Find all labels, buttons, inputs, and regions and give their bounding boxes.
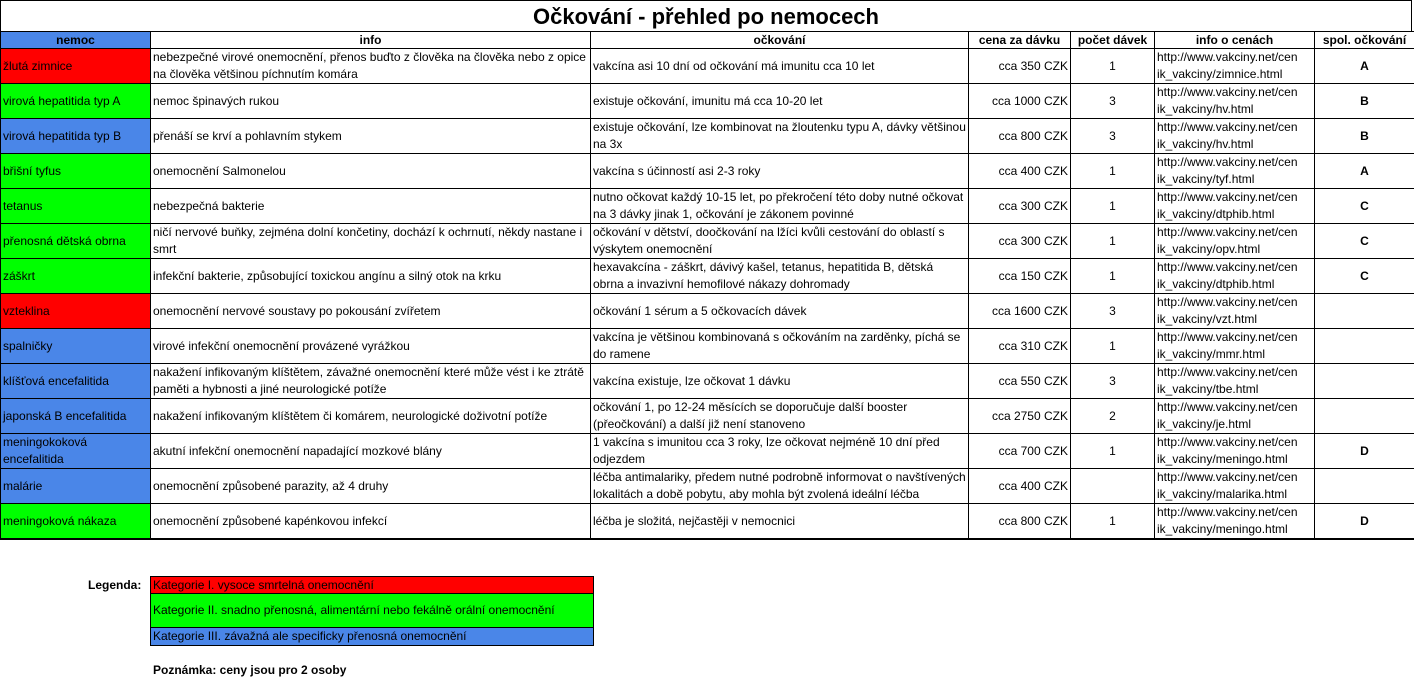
doses-cell[interactable]: 3	[1071, 119, 1155, 154]
price-cell[interactable]: cca 300 CZK	[969, 189, 1071, 224]
price-info-link-line-1: http://www.vakciny.net/cen	[1157, 295, 1298, 309]
price-info-cell[interactable]	[1155, 329, 1315, 364]
header-price-info[interactable]: info o cenách	[1155, 32, 1315, 49]
disease-cell[interactable]: malárie	[1, 469, 151, 504]
price-info-cell[interactable]	[1155, 189, 1315, 224]
price-cell[interactable]: cca 700 CZK	[969, 434, 1071, 469]
price-info-link-line-2: ik_vakciny/zimnice.html	[1157, 67, 1283, 81]
info-cell[interactable]: nakažení infikovaným klíštětem či komárem, neurologické doživotní potíže	[151, 399, 591, 434]
vaccination-cell[interactable]: vakcína s účinností asi 2-3 roky	[591, 154, 969, 189]
disease-cell[interactable]: břišní tyfus	[1, 154, 151, 189]
disease-cell[interactable]: vzteklina	[1, 294, 151, 329]
group-cell[interactable]: A	[1315, 49, 1414, 84]
price-info-cell[interactable]	[1155, 154, 1315, 189]
price-info-link-line-1: http://www.vakciny.net/cen	[1157, 505, 1298, 519]
price-info-cell[interactable]	[1155, 294, 1315, 329]
price-info-link-line-2: ik_vakciny/meningo.html	[1157, 452, 1288, 466]
table-row	[1, 469, 1414, 504]
price-info-cell[interactable]	[1155, 504, 1315, 540]
legend-category-1[interactable]: Kategorie I. vysoce smrtelná onemocnění	[151, 577, 593, 594]
vaccination-cell[interactable]: vakcína existuje, lze očkovat 1 dávku	[591, 364, 969, 399]
table-row	[1, 49, 1414, 84]
price-info-link-line-1: http://www.vakciny.net/cen	[1157, 225, 1298, 239]
table-row	[1, 329, 1414, 364]
doses-cell[interactable]: 1	[1071, 434, 1155, 469]
disease-cell[interactable]: přenosná dětská obrna	[1, 224, 151, 259]
table-body	[1, 49, 1414, 540]
legend-category-2[interactable]: Kategorie II. snadno přenosná, alimentární nebo fekálně orální onemocnění	[151, 594, 593, 628]
table-row	[1, 399, 1414, 434]
table-row	[1, 294, 1414, 329]
disease-cell[interactable]: tetanus	[1, 189, 151, 224]
price-info-link-line-2: ik_vakciny/malarika.html	[1157, 487, 1288, 501]
price-cell[interactable]: cca 300 CZK	[969, 224, 1071, 259]
header-group[interactable]: spol. očkování	[1315, 32, 1414, 49]
price-info-cell[interactable]	[1155, 84, 1315, 119]
vaccination-table	[0, 31, 1414, 540]
price-cell[interactable]: cca 1000 CZK	[969, 84, 1071, 119]
vaccination-cell[interactable]: 1 vakcína s imunitou cca 3 roky, lze očkovat nejméně 10 dní před odjezdem	[591, 434, 969, 469]
disease-cell[interactable]: záškrt	[1, 259, 151, 294]
group-cell[interactable]	[1315, 294, 1414, 329]
price-cell[interactable]: cca 2750 CZK	[969, 399, 1071, 434]
price-cell[interactable]: cca 1600 CZK	[969, 294, 1071, 329]
legend-category-3[interactable]: Kategorie III. závažná ale specificky přenosná onemocnění	[151, 628, 593, 645]
group-cell[interactable]	[1315, 329, 1414, 364]
price-info-link-line-1: http://www.vakciny.net/cen	[1157, 120, 1298, 134]
info-cell[interactable]: virové infekční onemocnění provázené vyrážkou	[151, 329, 591, 364]
vaccination-cell[interactable]: vakcína asi 10 dní od očkování má imunitu cca 10 let	[591, 49, 969, 84]
vaccination-cell[interactable]: očkování v dětství, doočkování na lžíci kvůli cestování do oblastí s výskytem onemocnění	[591, 224, 969, 259]
price-info-link-line-1: http://www.vakciny.net/cen	[1157, 190, 1298, 204]
price-cell[interactable]: cca 350 CZK	[969, 49, 1071, 84]
price-info-link-line-2: ik_vakciny/je.html	[1157, 417, 1252, 431]
group-cell[interactable]: C	[1315, 224, 1414, 259]
doses-cell[interactable]: 1	[1071, 189, 1155, 224]
vaccination-cell[interactable]: vakcína je většinou kombinovaná s očkováním na zarděnky, píchá se do ramene	[591, 329, 969, 364]
doses-cell[interactable]: 1	[1071, 329, 1155, 364]
doses-cell[interactable]: 1	[1071, 154, 1155, 189]
price-note: Poznámka: ceny jsou pro 2 osoby	[153, 663, 347, 677]
doses-cell[interactable]: 1	[1071, 504, 1155, 540]
table-row	[1, 434, 1414, 469]
group-cell[interactable]	[1315, 364, 1414, 399]
group-cell[interactable]: B	[1315, 119, 1414, 154]
disease-cell[interactable]: meningokoková encefalitida	[1, 434, 151, 469]
price-info-cell[interactable]	[1155, 49, 1315, 84]
price-cell[interactable]: cca 310 CZK	[969, 329, 1071, 364]
info-cell[interactable]: nebezpečná bakterie	[151, 189, 591, 224]
price-info-link-line-1: http://www.vakciny.net/cen	[1157, 400, 1298, 414]
price-info-link-line-2: ik_vakciny/opv.html	[1157, 242, 1261, 256]
price-info-link-line-1: http://www.vakciny.net/cen	[1157, 365, 1298, 379]
info-cell[interactable]: infekční bakterie, způsobující toxickou angínu a silný otok na krku	[151, 259, 591, 294]
price-info-link-line-2: ik_vakciny/hv.html	[1157, 137, 1254, 151]
price-cell[interactable]: cca 800 CZK	[969, 119, 1071, 154]
doses-cell[interactable]: 3	[1071, 364, 1155, 399]
header-row	[1, 32, 1414, 49]
table-row	[1, 119, 1414, 154]
price-info-link-line-1: http://www.vakciny.net/cen	[1157, 330, 1298, 344]
price-info-link-line-2: ik_vakciny/meningo.html	[1157, 522, 1288, 536]
info-cell[interactable]: akutní infekční onemocnění napadající mozkové blány	[151, 434, 591, 469]
disease-cell[interactable]: japonská B encefalitida	[1, 399, 151, 434]
info-cell[interactable]: nakažení infikovaným klíštětem, závažné onemocnění které může vést i ke ztrátě paměti a hybnosti a jiné neurologické potíže	[151, 364, 591, 399]
table-row	[1, 154, 1414, 189]
header-doses[interactable]: počet dávek	[1071, 32, 1155, 49]
price-info-link-line-2: ik_vakciny/tyf.html	[1157, 172, 1255, 186]
vaccination-cell[interactable]: existuje očkování, lze kombinovat na žloutenku typu A, dávky většinou na 3x	[591, 119, 969, 154]
table-row	[1, 224, 1414, 259]
info-cell[interactable]: nebezpečné virové onemocnění, přenos buďto z člověka na člověka nebo z opice na člověka většinou píchnutím komára	[151, 49, 591, 84]
price-info-link-line-1: http://www.vakciny.net/cen	[1157, 470, 1298, 484]
price-info-link-line-1: http://www.vakciny.net/cen	[1157, 50, 1298, 64]
group-cell[interactable]	[1315, 469, 1414, 504]
table-row	[1, 504, 1414, 540]
price-info-link-line-2: ik_vakciny/vzt.html	[1157, 312, 1258, 326]
price-info-link-line-1: http://www.vakciny.net/cen	[1157, 85, 1298, 99]
price-info-cell[interactable]	[1155, 364, 1315, 399]
info-cell[interactable]: onemocnění nervové soustavy po pokousání zvířetem	[151, 294, 591, 329]
doses-cell[interactable]	[1071, 469, 1155, 504]
vaccination-cell[interactable]: hexavakcína - záškrt, dávivý kašel, tetanus, hepatitida B, dětská obrna a invazivní hemofilové nákazy dohromady	[591, 259, 969, 294]
info-cell[interactable]: přenáší se krví a pohlavním stykem	[151, 119, 591, 154]
disease-cell[interactable]: klíšťová encefalitida	[1, 364, 151, 399]
price-info-link-line-2: ik_vakciny/dtphib.html	[1157, 207, 1275, 221]
table-row	[1, 364, 1414, 399]
disease-cell[interactable]: virová hepatitida typ B	[1, 119, 151, 154]
price-info-link-line-1: http://www.vakciny.net/cen	[1157, 260, 1298, 274]
price-info-link-line-2: ik_vakciny/dtphib.html	[1157, 277, 1275, 291]
group-cell[interactable]: A	[1315, 154, 1414, 189]
price-info-cell[interactable]	[1155, 119, 1315, 154]
info-cell[interactable]: onemocnění Salmonelou	[151, 154, 591, 189]
doses-cell[interactable]: 3	[1071, 294, 1155, 329]
price-cell[interactable]: cca 400 CZK	[969, 154, 1071, 189]
price-cell[interactable]: cca 800 CZK	[969, 504, 1071, 540]
vaccination-cell[interactable]: nutno očkovat každý 10-15 let, po překročení této doby nutné očkovat na 3 dávky jinak 1, očkování je zákonem povinné	[591, 189, 969, 224]
price-cell[interactable]: cca 150 CZK	[969, 259, 1071, 294]
group-cell[interactable]: D	[1315, 434, 1414, 469]
price-cell[interactable]: cca 400 CZK	[969, 469, 1071, 504]
price-info-cell[interactable]	[1155, 469, 1315, 504]
sheet-title: Očkování - přehled po nemocech	[0, 0, 1412, 31]
header-disease[interactable]: nemoc	[1, 32, 151, 49]
vaccination-cell[interactable]: existuje očkování, imunitu má cca 10-20 let	[591, 84, 969, 119]
group-cell[interactable]: D	[1315, 504, 1414, 540]
disease-cell[interactable]: virová hepatitida typ A	[1, 84, 151, 119]
legend-label: Legenda:	[88, 578, 142, 592]
group-cell[interactable]	[1315, 399, 1414, 434]
doses-cell[interactable]: 1	[1071, 259, 1155, 294]
price-info-link-line-2: ik_vakciny/mmr.html	[1157, 347, 1266, 361]
info-cell[interactable]: ničí nervové buňky, zejména dolní končetiny, dochází k ochrnutí, někdy nastane i smrt	[151, 224, 591, 259]
vaccination-cell[interactable]: léčba je složitá, nejčastěji v nemocnici	[591, 504, 969, 540]
table-row	[1, 189, 1414, 224]
vaccination-cell[interactable]: očkování 1 sérum a 5 očkovacích dávek	[591, 294, 969, 329]
header-vaccination[interactable]: očkování	[591, 32, 969, 49]
disease-cell[interactable]: meningoková nákaza	[1, 504, 151, 540]
table-row	[1, 259, 1414, 294]
price-info-cell[interactable]	[1155, 224, 1315, 259]
vaccination-cell[interactable]: očkování 1, po 12-24 měsících se doporučuje další booster (přeočkování) a další již není stanoveno	[591, 399, 969, 434]
header-price[interactable]: cena za dávku	[969, 32, 1071, 49]
vaccination-cell[interactable]: léčba antimalariky, předem nutné podrobně informovat o navštívených lokalitách a době pobytu, aby mohla být zvolená ideální léčba	[591, 469, 969, 504]
info-cell[interactable]: nemoc špinavých rukou	[151, 84, 591, 119]
group-cell[interactable]: B	[1315, 84, 1414, 119]
doses-cell[interactable]: 1	[1071, 49, 1155, 84]
doses-cell[interactable]: 2	[1071, 399, 1155, 434]
header-info[interactable]: info	[151, 32, 591, 49]
group-cell[interactable]: C	[1315, 189, 1414, 224]
disease-cell[interactable]: spalničky	[1, 329, 151, 364]
price-info-cell[interactable]	[1155, 259, 1315, 294]
group-cell[interactable]: C	[1315, 259, 1414, 294]
doses-cell[interactable]: 1	[1071, 224, 1155, 259]
info-cell[interactable]: onemocnění způsobené kapénkovou infekcí	[151, 504, 591, 540]
price-info-cell[interactable]	[1155, 434, 1315, 469]
price-info-link-line-2: ik_vakciny/tbe.html	[1157, 382, 1259, 396]
legend	[150, 576, 594, 646]
price-info-link-line-1: http://www.vakciny.net/cen	[1157, 435, 1298, 449]
price-info-cell[interactable]	[1155, 399, 1315, 434]
price-info-link-line-1: http://www.vakciny.net/cen	[1157, 155, 1298, 169]
info-cell[interactable]: onemocnění způsobené parazity, až 4 druhy	[151, 469, 591, 504]
price-cell[interactable]: cca 550 CZK	[969, 364, 1071, 399]
doses-cell[interactable]: 3	[1071, 84, 1155, 119]
disease-cell[interactable]: žlutá zimnice	[1, 49, 151, 84]
price-info-link-line-2: ik_vakciny/hv.html	[1157, 102, 1254, 116]
table-row	[1, 84, 1414, 119]
